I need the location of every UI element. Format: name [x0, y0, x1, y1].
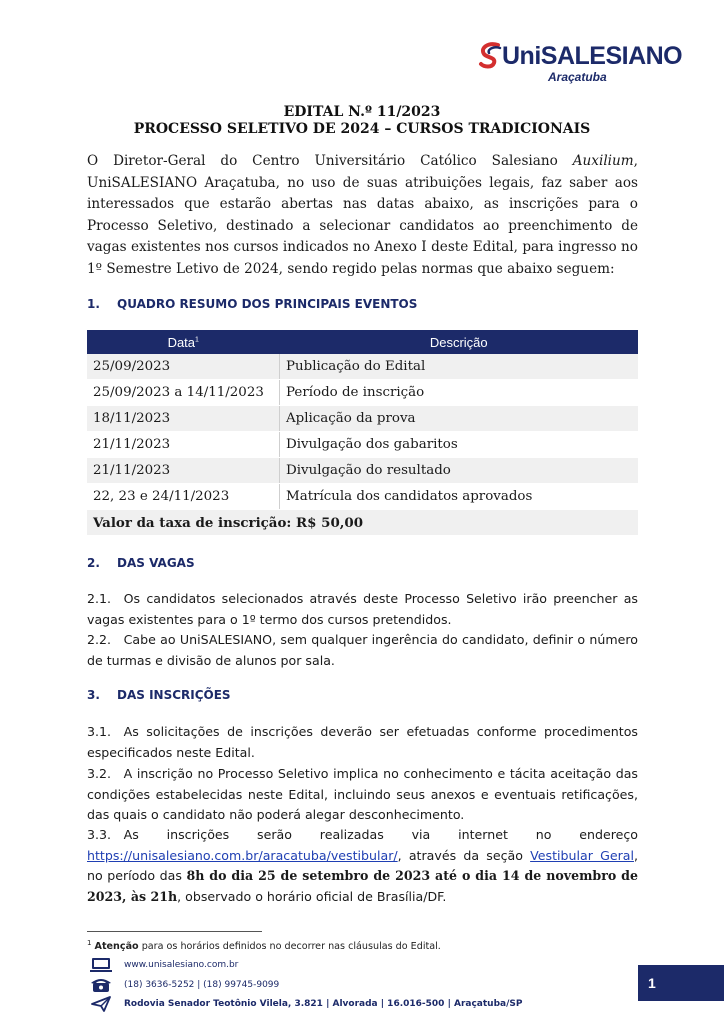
event-description: Publicação do Edital [280, 354, 639, 380]
intro-italic: Auxilium [572, 153, 634, 169]
event-description: Matrícula dos candidatos aprovados [280, 484, 639, 510]
fee-row [87, 510, 638, 536]
table-row [87, 354, 638, 380]
page-number-box [638, 965, 724, 1001]
event-date: 21/11/2023 [87, 458, 280, 484]
section-3-number: 3. [87, 688, 100, 702]
event-date: 25/09/2023 a 14/11/2023 [87, 380, 280, 406]
section-2-heading [87, 556, 195, 570]
clause-3-2: 3.2. A inscrição no Processo Seletivo implica no conhecimento e tácita aceitação das condições estabelecidas neste Edital, incluindo seus anexos e eventuais retificações, das quais o candidato não poderá alegar desconhecimento. [87, 766, 638, 822]
footnote: $^1$ Atenção para os horários definidos no decorrer nas cláusulas do Edital. [87, 939, 441, 953]
logo-city-text: Araçatuba [548, 70, 607, 84]
section-1-heading [87, 297, 417, 311]
clause-2-1: 2.1. Os candidatos selecionados através deste Processo Seletivo irão preencher as vagas existentes para o 1º termo dos cursos pretendidos. [87, 591, 638, 627]
unisalesiano-logo [478, 40, 683, 100]
event-date: 22, 23 e 24/11/2023 [87, 484, 280, 510]
clause-2-2: 2.2. Cabe ao UniSALESIANO, sem qualquer ingerência do candidato, definir o número de turmas e divisão de alunos por sala. [87, 632, 638, 668]
event-date: 18/11/2023 [87, 406, 280, 432]
document-title [0, 104, 724, 138]
section-1-title: QUADRO RESUMO DOS PRINCIPAIS EVENTOS [117, 297, 418, 311]
event-date: 25/09/2023 [87, 354, 280, 380]
table-row [87, 406, 638, 432]
intro-paragraph [87, 151, 638, 280]
logo-swoosh-icon [478, 42, 504, 72]
table-row [87, 484, 638, 510]
footnote-divider [87, 931, 262, 932]
section-1-number: 1. [87, 297, 100, 311]
col-desc-header: Descrição [280, 330, 639, 354]
clause-3-1: 3.1. As solicitações de inscrições deverão ser efetuadas conforme procedimentos especificados neste Edital. [87, 724, 638, 760]
vestibular-url-link[interactable]: https://unisalesiano.com.br/aracatuba/vestibular/ [87, 847, 398, 863]
section-3-heading [87, 688, 231, 702]
footnote-ref: 1 [195, 336, 199, 344]
page-number: 1 [648, 975, 656, 991]
table-row [87, 380, 638, 406]
registration-period: 8h do dia 25 de setembro de 2023 até o dia 14 de novembro de 2023, às 21h [87, 868, 638, 904]
fee-text: Valor da taxa de inscrição: R$ 50,00 [87, 510, 638, 536]
title-line-1: EDITAL N.º 11/2023 [283, 104, 441, 120]
section-3-title: DAS INSCRIÇÕES [117, 688, 231, 702]
intro-text-2: , UniSALESIANO Araçatuba, no uso de suas atribuições legais, faz saber aos interessados que estarão abertas nas datas abaixo, as inscrições para o Processo Seletivo, destinado a selecionar candidatos ao preenchimento de vagas existentes nos cursos indicados no Anexo I deste Edital, para ingresso no 1º Semestre Letivo de 2024, sendo regido pelas normas que abaixo seguem: [87, 153, 638, 277]
title-line-2: PROCESSO SELETIVO DE 2024 – CURSOS TRADICIONAIS [133, 121, 591, 137]
events-table-header [87, 330, 638, 354]
section-2-title: DAS VAGAS [117, 556, 195, 570]
event-date: 21/11/2023 [87, 432, 280, 458]
vestibular-geral-link[interactable]: Vestibular Geral [530, 847, 634, 863]
computer-icon [90, 957, 112, 973]
table-row [87, 432, 638, 458]
logo-brand-text: UniSALESIANO [502, 42, 683, 70]
clause-3-3: 3.3. As inscrições serão realizadas via internet no endereço https://unisalesiano.com.br/aracatuba/vestibular/, através da seção Vestibular Geral, no período das 8h do dia 25 de setembro de 2023 até o dia 14 de novembro de 2023, às 21h, observado o horário oficial de Brasília/DF. [87, 827, 638, 904]
event-description: Divulgação do resultado [280, 458, 639, 484]
event-description: Aplicação da prova [280, 406, 639, 432]
phone-icon [90, 977, 112, 993]
table-row [87, 458, 638, 484]
intro-text-1: O Diretor-Geral do Centro Universitário Católico Salesiano [87, 153, 573, 169]
col-date-header: Data$^1$ [87, 330, 280, 354]
event-description: Divulgação dos gabaritos [280, 432, 639, 458]
event-description: Período de inscrição [280, 380, 639, 406]
section-2-number: 2. [87, 556, 100, 570]
send-arrow-icon [90, 996, 112, 1012]
events-table [87, 330, 638, 536]
